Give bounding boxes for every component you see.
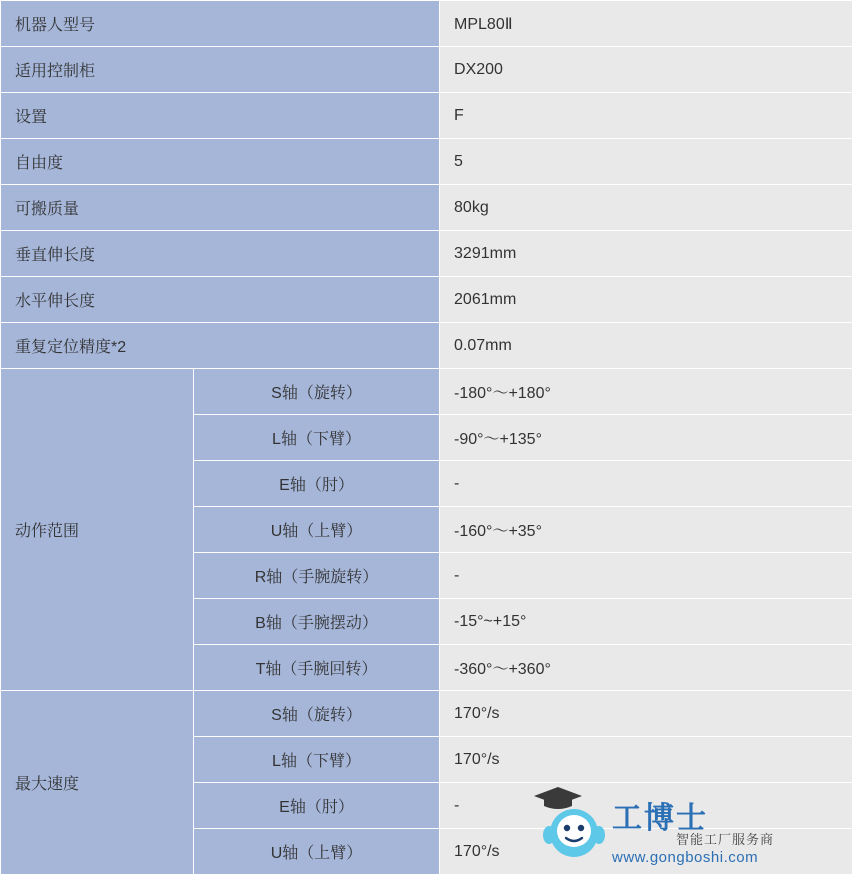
- axis-value: -15°~+15°: [440, 599, 852, 645]
- axis-value: -: [440, 553, 852, 599]
- row-label: 重复定位精度*2: [1, 323, 440, 369]
- axis-value: -160°～+35°: [440, 507, 852, 553]
- row-value: MPL80Ⅱ: [440, 1, 852, 47]
- axis-label: L轴（下臂）: [194, 737, 440, 783]
- table-row: [1, 139, 852, 185]
- row-value: 5: [440, 139, 852, 185]
- row-label: 水平伸长度: [1, 277, 440, 323]
- table-row: [1, 277, 852, 323]
- axis-label: L轴（下臂）: [194, 415, 440, 461]
- axis-label: U轴（上臂）: [194, 507, 440, 553]
- row-label: 垂直伸长度: [1, 231, 440, 277]
- table-row: [1, 185, 852, 231]
- table-row: [1, 323, 852, 369]
- row-value: 80kg: [440, 185, 852, 231]
- row-value: 0.07mm: [440, 323, 852, 369]
- row-label: 自由度: [1, 139, 440, 185]
- axis-value: 170°/s: [440, 737, 852, 783]
- row-label: 适用控制柜: [1, 47, 440, 93]
- table-row: [1, 1, 852, 47]
- row-value: 3291mm: [440, 231, 852, 277]
- row-label: 设置: [1, 93, 440, 139]
- axis-value: -: [440, 783, 852, 829]
- row-value: 2061mm: [440, 277, 852, 323]
- table-row: [1, 93, 852, 139]
- row-value: F: [440, 93, 852, 139]
- table-row: [1, 47, 852, 93]
- axis-label: U轴（上臂）: [194, 829, 440, 875]
- table-row: [1, 231, 852, 277]
- axis-value: -90°～+135°: [440, 415, 852, 461]
- axis-label: T轴（手腕回转）: [194, 645, 440, 691]
- row-value: DX200: [440, 47, 852, 93]
- axis-label: E轴（肘）: [194, 461, 440, 507]
- axis-value: -180°～+180°: [440, 369, 852, 415]
- axis-value: 170°/s: [440, 829, 852, 875]
- table-row: [1, 691, 852, 737]
- row-label: 机器人型号: [1, 1, 440, 47]
- axis-value: -360°～+360°: [440, 645, 852, 691]
- table-row: [1, 369, 852, 415]
- watermark-tagline: 智能工厂服务商: [676, 832, 775, 847]
- row-label: 可搬质量: [1, 185, 440, 231]
- axis-label: R轴（手腕旋转）: [194, 553, 440, 599]
- group-label-max-speed: 最大速度: [1, 691, 194, 875]
- axis-value: -: [440, 461, 852, 507]
- spec-table-body: [1, 1, 852, 875]
- axis-label: E轴（肘）: [194, 783, 440, 829]
- axis-label: S轴（旋转）: [194, 369, 440, 415]
- watermark-url: www.gongboshi.com: [612, 849, 759, 866]
- axis-label: B轴（手腕摆动）: [194, 599, 440, 645]
- axis-value: 170°/s: [440, 691, 852, 737]
- watermark-brand: 工博士: [612, 802, 708, 835]
- group-label-motion-range: 动作范围: [1, 369, 194, 691]
- axis-label: S轴（旋转）: [194, 691, 440, 737]
